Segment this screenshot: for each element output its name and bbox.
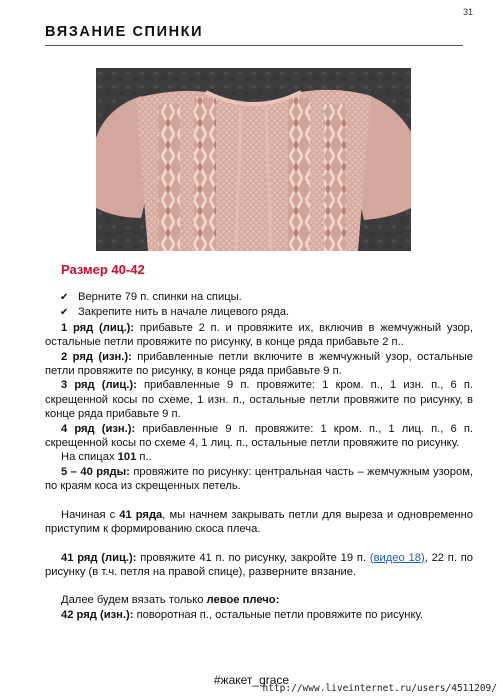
check-icon: ✔ [60,307,69,319]
knitting-photo [96,68,411,251]
row-3: 3 ряд (лиц.): прибавленные 9 п. провяжите: 1 кром. п., 1 изн. п., 6 п. скрещенной косы по схеме, 1 изн. п., остальные петли провяжите по рисунку, в конце ряда прибавьте 9 п. [45,379,473,421]
stitch-count: На спицах 101 п.. [61,451,152,464]
size-heading: Размер 40-42 [61,262,145,277]
hashtag: #жакет_grace [213,673,290,687]
video-18-link[interactable]: (видео 18) [369,551,425,564]
instructions [45,290,473,622]
paragraph-start-41: Начиная с 41 ряда, мы начнем закрывать петли для выреза и одновременно приступим к формированию скоса плеча. [45,508,474,536]
checklist-item: ✔ Верните 79 п. спинки на спицы. [45,290,473,305]
row-42: 42 ряд (изн.): поворотная п., остальные петли провяжите по рисунку. [61,608,424,621]
row-4: 4 ряд (изн.): прибавленные 9 п. провяжите: 1 кром. п., 1 лиц. п., 6 п. скрещенной косы по схеме 4, 1 лиц. п., остальные петли провяжите по рисунку. [45,422,473,450]
rows-5-40: 5 – 40 ряды: провяжите по рисунку: центральная часть – жемчужным узором, по краям коса из скрещенных петель. [45,465,474,493]
row-41: 41 ряд (лиц.): провяжите 41 п. по рисунку, закройте 19 п. (видео 18), 22 п. по рисунку (в т.ч. петля на правой спице), разверните вязание. [45,551,474,578]
page-number: 31 [462,7,473,17]
left-shoulder: Далее будем вязать только левое плечо: [61,594,280,607]
watermark-url: http://www.liveinternet.ru/users/4511209/ [262,683,497,694]
check-icon: ✔ [60,292,69,303]
row-1: 1 ряд (лиц.): прибавьте 2 п. и провяжите их, включив в жемчужный узор, остальные петли провяжите по рисунку, в конце ряда прибавьте 2 п.. [45,321,473,349]
page-title: ВЯЗАНИЕ СПИНКИ [45,24,463,46]
checklist-item: ✔ Закрепите нить в начале лицевого ряда. [45,305,473,320]
row-2: 2 ряд (изн.): прибавленные петли включите в жемчужный узор, остальные петли провяжите по рисунку, в конце ряда прибавьте 9 п. [45,350,473,378]
